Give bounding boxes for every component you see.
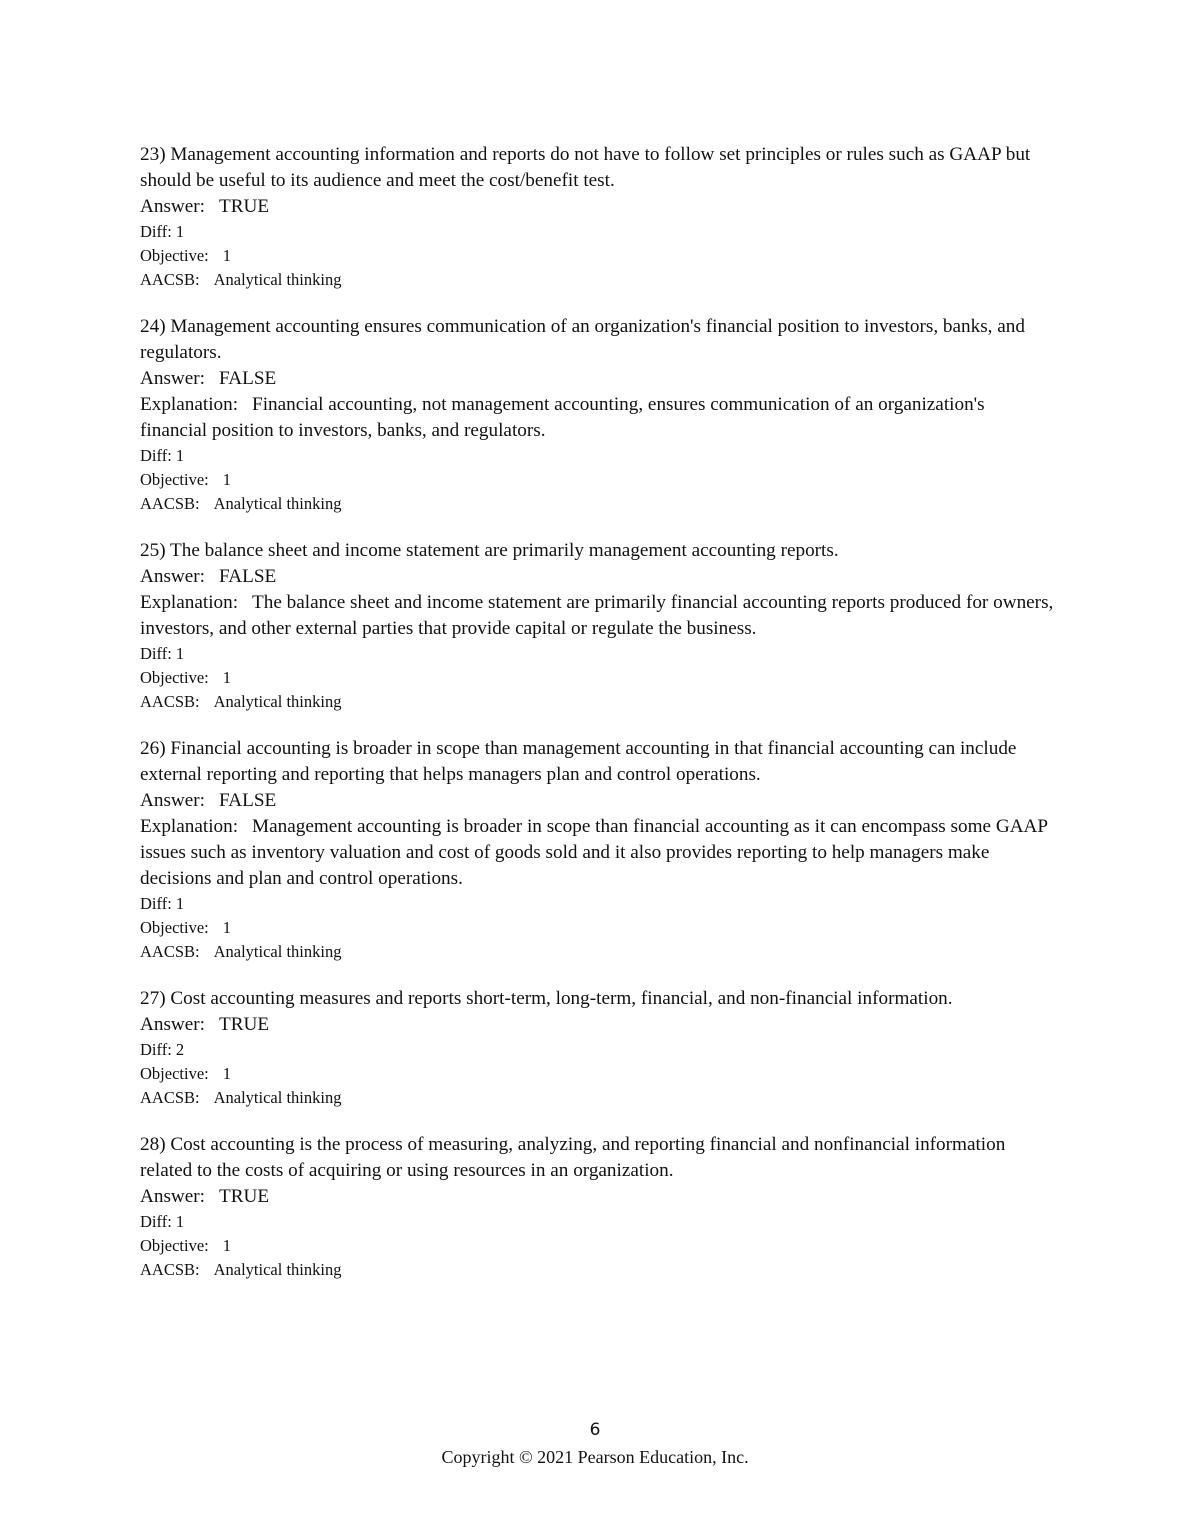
explanation-text: The balance sheet and income statement are primarily financial accounting reports produced for owners, investors, and other external parties that provide capital or regulate the business. <box>140 592 1054 639</box>
difficulty: Diff: 1 <box>140 894 185 913</box>
answer-value: TRUE <box>219 1014 270 1035</box>
aacsb-label: AACSB: <box>140 494 200 513</box>
aacsb-label: AACSB: <box>140 270 200 289</box>
aacsb-value: Analytical thinking <box>213 692 342 711</box>
question-text: 27) Cost accounting measures and reports short-term, long-term, financial, and non-financial information. <box>140 988 953 1009</box>
explanation-line <box>140 590 1055 642</box>
objective-value: 1 <box>222 246 231 265</box>
answer-value: TRUE <box>219 1186 270 1207</box>
explanation-label: Explanation: <box>140 592 239 613</box>
explanation-label: Explanation: <box>140 394 239 415</box>
answer-value: TRUE <box>219 196 270 217</box>
explanation-text: Management accounting is broader in scope than financial accounting as it can encompass some GAAP issues such as inventory valuation and cost of goods sold and it also provides reporting to help managers make decisions and plan and control operations. <box>140 816 1048 889</box>
question-23 <box>140 142 1055 292</box>
difficulty: Diff: 2 <box>140 1040 185 1059</box>
aacsb-value: Analytical thinking <box>213 270 342 289</box>
explanation-text: Financial accounting, not management accounting, ensures communication of an organization's financial position to investors, banks, and regulators. <box>140 394 985 441</box>
aacsb-label: AACSB: <box>140 1260 200 1279</box>
answer-line <box>140 564 1055 590</box>
answer-line <box>140 366 1055 392</box>
question-text: 23) Management accounting information and reports do not have to follow set principles or rules such as GAAP but should be useful to its audience and meet the cost/benefit test. <box>140 144 1031 191</box>
objective-value: 1 <box>222 918 231 937</box>
objective-value: 1 <box>222 668 231 687</box>
explanation-line <box>140 814 1055 892</box>
aacsb-line <box>140 940 1055 964</box>
objective-line <box>140 666 1055 690</box>
difficulty: Diff: 1 <box>140 1212 185 1231</box>
answer-label: Answer: <box>140 566 206 587</box>
aacsb-line <box>140 690 1055 714</box>
objective-label: Objective: <box>140 1064 209 1083</box>
objective-value: 1 <box>222 470 231 489</box>
difficulty: Diff: 1 <box>140 222 185 241</box>
aacsb-line <box>140 268 1055 292</box>
page-content <box>140 142 1055 1304</box>
answer-label: Answer: <box>140 196 206 217</box>
question-text: 28) Cost accounting is the process of measuring, analyzing, and reporting financial and nonfinancial information related to the costs of acquiring or using resources in an organization. <box>140 1134 1006 1181</box>
objective-label: Objective: <box>140 668 209 687</box>
question-text: 25) The balance sheet and income statement are primarily management accounting reports. <box>140 540 839 561</box>
aacsb-value: Analytical thinking <box>213 494 342 513</box>
question-24 <box>140 314 1055 516</box>
answer-label: Answer: <box>140 1014 206 1035</box>
question-text: 24) Management accounting ensures communication of an organization's financial position to investors, banks, and regulators. <box>140 316 1025 363</box>
question-27 <box>140 986 1055 1110</box>
explanation-line <box>140 392 1055 444</box>
aacsb-line <box>140 492 1055 516</box>
objective-line <box>140 1234 1055 1258</box>
objective-line <box>140 1062 1055 1086</box>
question-26 <box>140 736 1055 964</box>
aacsb-line <box>140 1086 1055 1110</box>
objective-value: 1 <box>222 1236 231 1255</box>
objective-label: Objective: <box>140 470 209 489</box>
page-number: 6 <box>589 1420 601 1440</box>
answer-line <box>140 788 1055 814</box>
aacsb-label: AACSB: <box>140 942 200 961</box>
question-28 <box>140 1132 1055 1282</box>
answer-value: FALSE <box>219 566 277 587</box>
answer-line <box>140 1012 1055 1038</box>
aacsb-value: Analytical thinking <box>213 942 342 961</box>
objective-label: Objective: <box>140 1236 209 1255</box>
question-25 <box>140 538 1055 714</box>
answer-label: Answer: <box>140 790 206 811</box>
difficulty: Diff: 1 <box>140 644 185 663</box>
objective-label: Objective: <box>140 918 209 937</box>
answer-value: FALSE <box>219 368 277 389</box>
answer-line <box>140 1184 1055 1210</box>
aacsb-value: Analytical thinking <box>213 1260 342 1279</box>
objective-label: Objective: <box>140 246 209 265</box>
aacsb-label: AACSB: <box>140 1088 200 1107</box>
explanation-label: Explanation: <box>140 816 239 837</box>
question-text: 26) Financial accounting is broader in scope than management accounting in that financial accounting can include external reporting and reporting that helps managers plan and control operations. <box>140 738 1017 785</box>
objective-value: 1 <box>222 1064 231 1083</box>
aacsb-line <box>140 1258 1055 1282</box>
aacsb-value: Analytical thinking <box>213 1088 342 1107</box>
difficulty: Diff: 1 <box>140 446 185 465</box>
objective-line <box>140 468 1055 492</box>
copyright-notice: Copyright © 2021 Pearson Education, Inc. <box>441 1447 749 1467</box>
answer-value: FALSE <box>219 790 277 811</box>
objective-line <box>140 916 1055 940</box>
answer-line <box>140 194 1055 220</box>
answer-label: Answer: <box>140 1186 206 1207</box>
objective-line <box>140 244 1055 268</box>
answer-label: Answer: <box>140 368 206 389</box>
aacsb-label: AACSB: <box>140 692 200 711</box>
